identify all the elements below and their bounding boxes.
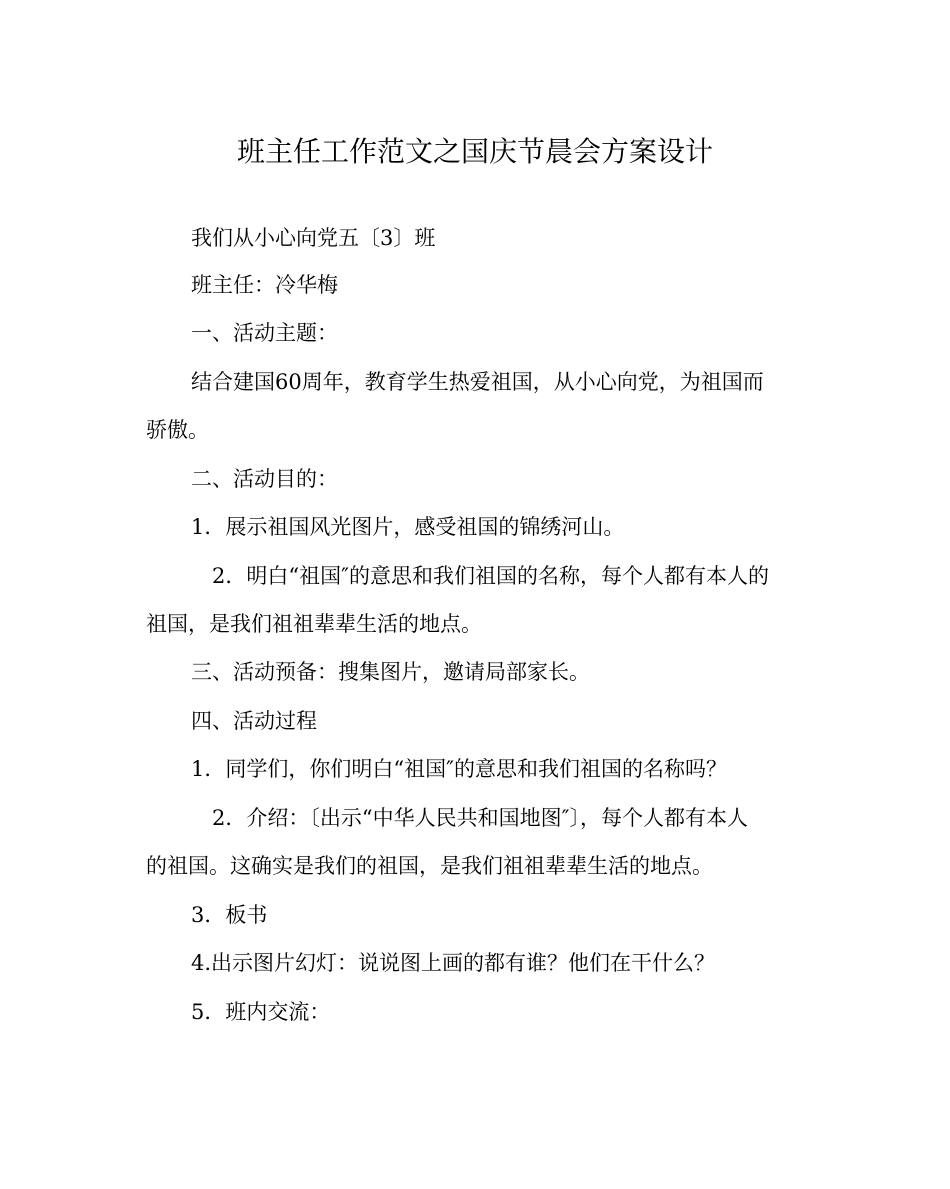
section1-heading: 一、活动主题： (191, 321, 338, 345)
section4-item2-line1: 2．介绍：〔出示“中华人民共和国地图″〕，每个人都有本人 (212, 806, 748, 830)
teacher-line: 班主任：冷华梅 (191, 273, 338, 297)
section4-item5: 5．班内交流： (191, 1000, 331, 1024)
section4-item1: 1．同学们，你们明白“祖国″的意思和我们祖国的名称吗？ (191, 757, 727, 781)
section4-heading: 四、活动过程 (191, 709, 317, 733)
section2-item1: 1．展示祖国风光图片，感受祖国的锦绣河山。 (191, 515, 625, 539)
section4-item4: 4.出示图片幻灯：说说图上画的都有谁？他们在干什么？ (191, 951, 716, 975)
section4-item2-line2: 的祖国。这确实是我们的祖国，是我们祖祖辈辈生活的地点。 (146, 854, 713, 878)
section2-heading: 二、活动目的： (191, 467, 338, 491)
section2-item2-line1: 2．明白“祖国″的意思和我们祖国的名称，每个人都有本人的 (212, 564, 769, 588)
document-title: 班主任工作范文之国庆节晨会方案设计 (236, 135, 713, 168)
section4-item3: 3．板书 (191, 903, 268, 927)
class-line: 我们从小心向党五〔3〕班 (191, 226, 436, 250)
section2-item2-line2: 祖国，是我们祖祖辈辈生活的地点。 (146, 612, 482, 636)
section1-text-line2: 骄傲。 (146, 418, 209, 442)
section1-text-line1: 结合建国60周年，教育学生热爱祖国，从小心向党，为祖国而 (191, 370, 764, 394)
section3-line: 三、活动预备：搜集图片，邀请局部家长。 (191, 660, 590, 684)
